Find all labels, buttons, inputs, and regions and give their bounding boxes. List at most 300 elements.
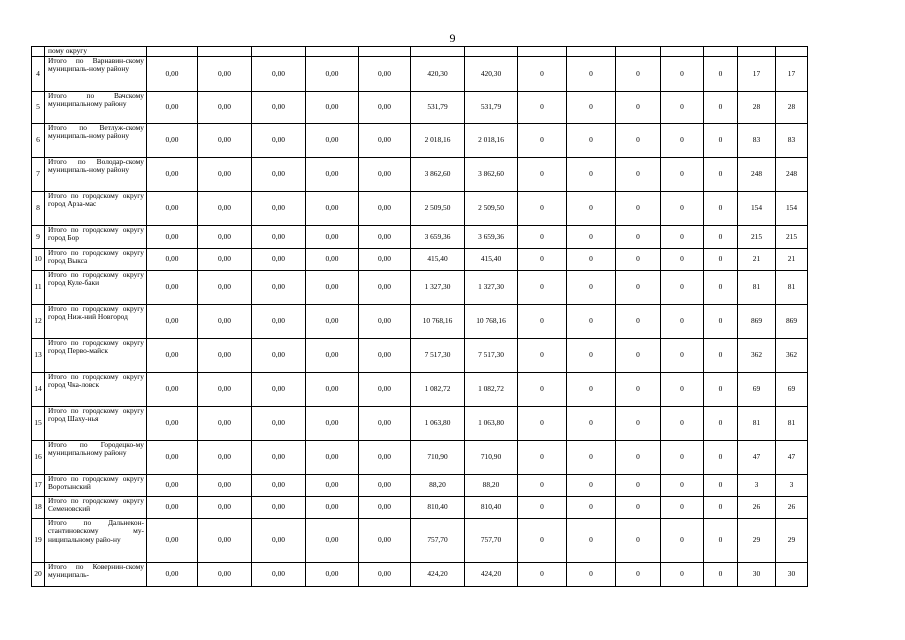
table-cell: 869 — [776, 305, 808, 339]
table-cell: 0 — [661, 373, 704, 407]
table-cell: 0,00 — [198, 271, 252, 305]
table-cell: 0 — [661, 226, 704, 249]
table-cell: 0,00 — [252, 373, 306, 407]
table-cell: 0 — [567, 497, 616, 519]
table-cell: 81 — [776, 271, 808, 305]
table-cell: 0 — [616, 92, 661, 124]
table-cell: 0,00 — [306, 407, 359, 441]
table-cell: 0 — [616, 124, 661, 158]
row-name: Итого по Вачскому муниципальному району — [45, 92, 147, 124]
row-number: 18 — [32, 497, 45, 519]
table-cell: 0,00 — [359, 441, 411, 475]
table-cell: 88,20 — [465, 475, 518, 497]
table-cell: 0 — [704, 563, 738, 587]
table-cell: 0 — [616, 158, 661, 192]
table-row — [32, 226, 808, 249]
table-row — [32, 441, 808, 475]
table-cell: 0,00 — [252, 249, 306, 271]
table-cell: 0 — [567, 305, 616, 339]
table-cell: 215 — [776, 226, 808, 249]
table-cell: 0 — [661, 271, 704, 305]
table-cell: 10 768,16 — [465, 305, 518, 339]
table-cell: 0 — [616, 249, 661, 271]
table-cell: 154 — [738, 192, 776, 226]
table-cell: 69 — [738, 373, 776, 407]
table-cell: 0 — [518, 226, 567, 249]
table-cell — [738, 47, 776, 57]
row-name: Итого по городскому округу город Арза-мас — [45, 192, 147, 226]
table-cell: 0 — [704, 192, 738, 226]
table-cell: 0 — [704, 249, 738, 271]
table-cell: 2 509,50 — [465, 192, 518, 226]
table-cell: 81 — [738, 407, 776, 441]
table-cell: 0,00 — [306, 92, 359, 124]
table-cell: 0,00 — [147, 407, 198, 441]
table-row — [32, 519, 808, 563]
table-cell: 0 — [616, 192, 661, 226]
table-cell: 2 018,16 — [465, 124, 518, 158]
table-cell: 248 — [738, 158, 776, 192]
table-cell: 0 — [661, 407, 704, 441]
table-cell: 0,00 — [198, 305, 252, 339]
table-cell: 757,70 — [411, 519, 465, 563]
table-cell: 0 — [661, 124, 704, 158]
table-row — [32, 92, 808, 124]
table-cell — [465, 47, 518, 57]
table-cell: 0 — [616, 271, 661, 305]
table-cell: 0,00 — [306, 441, 359, 475]
table-cell: 0 — [518, 158, 567, 192]
table-cell: 0,00 — [198, 124, 252, 158]
table-cell: 10 768,16 — [411, 305, 465, 339]
row-name: Итого по Дальнекон-стантиновскому му-ниципальному райо-ну — [45, 519, 147, 563]
table-cell: 0 — [518, 519, 567, 563]
table-cell: 0 — [704, 92, 738, 124]
row-number: 17 — [32, 475, 45, 497]
table-cell: 0 — [518, 249, 567, 271]
table-cell: 0 — [704, 497, 738, 519]
table-cell: 215 — [738, 226, 776, 249]
table-cell: 420,30 — [411, 57, 465, 92]
table-cell: 0,00 — [198, 407, 252, 441]
table-cell: 0 — [616, 519, 661, 563]
table-cell: 7 517,30 — [465, 339, 518, 373]
table-cell: 0,00 — [252, 192, 306, 226]
table-cell: 531,79 — [465, 92, 518, 124]
table-row — [32, 249, 808, 271]
table-cell: 0,00 — [252, 497, 306, 519]
row-name: Итого по городскому округу город Куле-баки — [45, 271, 147, 305]
table-cell: 3 659,36 — [411, 226, 465, 249]
table-cell — [306, 47, 359, 57]
table-cell: 0,00 — [359, 192, 411, 226]
table-cell: 0,00 — [198, 497, 252, 519]
table-cell: 0 — [616, 563, 661, 587]
table-cell: 0 — [567, 124, 616, 158]
table-cell: 83 — [738, 124, 776, 158]
table-cell: 0,00 — [198, 563, 252, 587]
table-cell: 0 — [661, 305, 704, 339]
table-cell: 30 — [738, 563, 776, 587]
table-cell: 1 063,80 — [411, 407, 465, 441]
table-cell: 0,00 — [359, 339, 411, 373]
table-cell: 0,00 — [359, 124, 411, 158]
table-cell: 0,00 — [359, 226, 411, 249]
row-name: Итого по городскому округу город Шаху-нья — [45, 407, 147, 441]
table-cell: 0 — [661, 249, 704, 271]
table-cell: 0,00 — [252, 226, 306, 249]
table-cell: 0,00 — [359, 92, 411, 124]
table-cell: 30 — [776, 563, 808, 587]
table-cell: 1 082,72 — [411, 373, 465, 407]
table-cell: 0,00 — [147, 475, 198, 497]
table-cell: 0,00 — [252, 519, 306, 563]
table-cell: 0,00 — [252, 475, 306, 497]
table-cell: 0 — [704, 158, 738, 192]
table-cell: 2 509,50 — [411, 192, 465, 226]
row-number: 8 — [32, 192, 45, 226]
table-cell: 0,00 — [359, 249, 411, 271]
table-cell: 0 — [567, 441, 616, 475]
table-cell: 0 — [616, 373, 661, 407]
table-cell: 81 — [738, 271, 776, 305]
table-cell — [616, 47, 661, 57]
table-cell: 0 — [518, 192, 567, 226]
table-cell: 0 — [518, 497, 567, 519]
table-cell: 0,00 — [252, 339, 306, 373]
table-cell: 0,00 — [252, 441, 306, 475]
page-number: 9 — [449, 31, 456, 45]
row-number: 19 — [32, 519, 45, 563]
table-cell: 0,00 — [252, 92, 306, 124]
table-cell: 47 — [776, 441, 808, 475]
table-cell: 0,00 — [252, 305, 306, 339]
row-name: Итого по городскому округу Воротынский — [45, 475, 147, 497]
table-cell: 0 — [567, 192, 616, 226]
table-cell: 88,20 — [411, 475, 465, 497]
table-cell: 0 — [567, 519, 616, 563]
table-cell: 0,00 — [252, 271, 306, 305]
row-number: 12 — [32, 305, 45, 339]
table-cell: 0 — [704, 475, 738, 497]
table-cell: 0,00 — [359, 57, 411, 92]
table-cell — [252, 47, 306, 57]
table-cell: 0 — [661, 441, 704, 475]
table-cell: 0,00 — [359, 497, 411, 519]
table-cell — [198, 47, 252, 57]
table-cell: 810,40 — [411, 497, 465, 519]
table-cell: 0,00 — [306, 497, 359, 519]
table-cell: 1 327,30 — [465, 271, 518, 305]
table-cell — [776, 47, 808, 57]
table-cell: 0,00 — [359, 158, 411, 192]
row-name: Итого по Городецко-му муниципальному району — [45, 441, 147, 475]
table-cell: 0,00 — [306, 249, 359, 271]
row-number: 13 — [32, 339, 45, 373]
table-cell: 26 — [776, 497, 808, 519]
table-body — [32, 47, 808, 587]
table-row — [32, 339, 808, 373]
row-name: Итого по городскому округу город Чка-ловск — [45, 373, 147, 407]
table-cell: 810,40 — [465, 497, 518, 519]
table-cell: 0 — [616, 497, 661, 519]
table-row — [32, 373, 808, 407]
table-cell: 0,00 — [198, 249, 252, 271]
table-cell: 0,00 — [306, 124, 359, 158]
table-cell: 0,00 — [306, 158, 359, 192]
table-cell: 0 — [704, 57, 738, 92]
table-cell: 0 — [661, 475, 704, 497]
table-cell: 0,00 — [147, 124, 198, 158]
table-cell: 0,00 — [147, 519, 198, 563]
table-cell: 0,00 — [147, 373, 198, 407]
table-cell: 29 — [738, 519, 776, 563]
table-cell: 0,00 — [306, 373, 359, 407]
table-cell: 0,00 — [252, 407, 306, 441]
table-cell: 0 — [518, 92, 567, 124]
row-name: Итого по городскому округу город Выкса — [45, 249, 147, 271]
table-cell: 0,00 — [359, 407, 411, 441]
table-cell: 154 — [776, 192, 808, 226]
table-cell: 0,00 — [198, 339, 252, 373]
table-cell: 0,00 — [306, 519, 359, 563]
table-cell: 0 — [567, 475, 616, 497]
table-cell: 0 — [518, 124, 567, 158]
table-cell: 0 — [616, 57, 661, 92]
table-row — [32, 158, 808, 192]
table-cell: 0 — [518, 57, 567, 92]
table-cell: 0 — [518, 373, 567, 407]
table-cell: 7 517,30 — [411, 339, 465, 373]
table-cell: 0,00 — [147, 441, 198, 475]
table-cell: 0 — [518, 441, 567, 475]
table-cell: 0,00 — [198, 441, 252, 475]
row-number: 15 — [32, 407, 45, 441]
table-row — [32, 47, 808, 57]
table-cell: 0 — [704, 124, 738, 158]
table-cell: 0 — [704, 339, 738, 373]
table-cell: 0,00 — [252, 563, 306, 587]
table-cell — [147, 47, 198, 57]
table-cell: 28 — [776, 92, 808, 124]
table-cell: 415,40 — [465, 249, 518, 271]
table-row — [32, 57, 808, 92]
table-cell — [567, 47, 616, 57]
table-cell: 420,30 — [465, 57, 518, 92]
row-name: Итого по Володар-скому муниципаль-ному району — [45, 158, 147, 192]
table-cell: 0 — [704, 407, 738, 441]
table-cell: 0 — [567, 563, 616, 587]
table-cell: 0 — [518, 407, 567, 441]
row-name: Итого по Варнавин-скому муниципаль-ному району — [45, 57, 147, 92]
table-cell: 0 — [704, 305, 738, 339]
table-cell: 0 — [567, 407, 616, 441]
table-cell: 0,00 — [359, 305, 411, 339]
table-cell: 26 — [738, 497, 776, 519]
table-cell: 0 — [661, 497, 704, 519]
table-cell: 0 — [518, 271, 567, 305]
table-cell: 0 — [616, 407, 661, 441]
table-cell: 1 063,80 — [465, 407, 518, 441]
table-cell: 0,00 — [198, 475, 252, 497]
table-cell — [359, 47, 411, 57]
table-cell: 0 — [616, 339, 661, 373]
table-cell: 0,00 — [198, 158, 252, 192]
table-cell: 0 — [616, 305, 661, 339]
table-cell: 0,00 — [306, 339, 359, 373]
table-cell: 0,00 — [252, 158, 306, 192]
table-cell: 17 — [776, 57, 808, 92]
table-cell: 0,00 — [198, 226, 252, 249]
table-cell: 531,79 — [411, 92, 465, 124]
row-number: 16 — [32, 441, 45, 475]
table-cell: 0,00 — [147, 57, 198, 92]
table-cell: 0 — [661, 563, 704, 587]
table-row — [32, 475, 808, 497]
table-cell: 0 — [518, 339, 567, 373]
table-cell: 362 — [776, 339, 808, 373]
table-cell: 0 — [518, 475, 567, 497]
table-cell: 0 — [661, 158, 704, 192]
row-name: Итого по Ветлуж-скому муниципаль-ному району — [45, 124, 147, 158]
table-cell: 0,00 — [147, 158, 198, 192]
table-cell: 0,00 — [306, 271, 359, 305]
table-cell: 0 — [616, 226, 661, 249]
table-cell: 3 — [738, 475, 776, 497]
table-cell: 3 862,60 — [411, 158, 465, 192]
table-cell: 0,00 — [147, 271, 198, 305]
table-cell: 21 — [776, 249, 808, 271]
table-cell: 0,00 — [252, 124, 306, 158]
table-cell: 0 — [661, 57, 704, 92]
table-cell: 0,00 — [359, 519, 411, 563]
table-cell: 0,00 — [359, 475, 411, 497]
table-cell: 0,00 — [306, 305, 359, 339]
table-cell: 0,00 — [147, 226, 198, 249]
table-cell: 3 — [776, 475, 808, 497]
table-cell: 0,00 — [359, 373, 411, 407]
table-cell: 0 — [567, 158, 616, 192]
row-number: 6 — [32, 124, 45, 158]
table-cell: 17 — [738, 57, 776, 92]
row-name: Итого по городскому округу город Ниж-ний Новгород — [45, 305, 147, 339]
row-name: Итого по городскому округу город Бор — [45, 226, 147, 249]
table-cell: 248 — [776, 158, 808, 192]
row-number: 10 — [32, 249, 45, 271]
table-cell: 0,00 — [359, 271, 411, 305]
table-cell — [518, 47, 567, 57]
table-cell: 0 — [661, 192, 704, 226]
table-row — [32, 271, 808, 305]
table-cell: 1 327,30 — [411, 271, 465, 305]
table-cell: 0 — [704, 519, 738, 563]
table-cell: 0,00 — [198, 92, 252, 124]
table-cell: 81 — [776, 407, 808, 441]
row-number: 9 — [32, 226, 45, 249]
table-cell: 0 — [704, 226, 738, 249]
table-cell: 0 — [661, 92, 704, 124]
table-cell: 0 — [704, 373, 738, 407]
table-cell: 0 — [661, 339, 704, 373]
table-cell: 0,00 — [147, 339, 198, 373]
row-number — [32, 47, 45, 57]
table-cell: 0,00 — [306, 192, 359, 226]
table-cell: 0,00 — [306, 563, 359, 587]
table-row — [32, 192, 808, 226]
table-cell — [411, 47, 465, 57]
table-cell: 0,00 — [147, 192, 198, 226]
table-cell: 1 082,72 — [465, 373, 518, 407]
table-cell: 3 659,36 — [465, 226, 518, 249]
table-cell: 424,20 — [411, 563, 465, 587]
table-cell: 0 — [616, 475, 661, 497]
table-cell: 0 — [567, 226, 616, 249]
table-cell: 0 — [616, 441, 661, 475]
table-row — [32, 497, 808, 519]
table-cell — [704, 47, 738, 57]
row-number: 5 — [32, 92, 45, 124]
table-cell: 0 — [567, 271, 616, 305]
table-cell: 424,20 — [465, 563, 518, 587]
table-cell: 362 — [738, 339, 776, 373]
table-cell: 0,00 — [198, 519, 252, 563]
table-cell: 0,00 — [306, 475, 359, 497]
table-cell: 0,00 — [198, 57, 252, 92]
table-cell: 2 018,16 — [411, 124, 465, 158]
table-cell: 710,90 — [465, 441, 518, 475]
table-cell: 757,70 — [465, 519, 518, 563]
row-name: Итого по городскому округу Семеновский — [45, 497, 147, 519]
table-cell: 28 — [738, 92, 776, 124]
table-cell: 0 — [567, 57, 616, 92]
row-name: пому округу — [45, 47, 147, 57]
table-cell: 3 862,60 — [465, 158, 518, 192]
table-cell: 29 — [776, 519, 808, 563]
table-cell: 0 — [704, 441, 738, 475]
row-number: 7 — [32, 158, 45, 192]
table-row — [32, 305, 808, 339]
table-cell: 0,00 — [306, 226, 359, 249]
table-cell: 0 — [567, 339, 616, 373]
table-cell: 47 — [738, 441, 776, 475]
row-number: 11 — [32, 271, 45, 305]
table-cell: 0 — [704, 271, 738, 305]
row-name: Итого по городскому округу город Перво-майск — [45, 339, 147, 373]
table-cell: 710,90 — [411, 441, 465, 475]
table-cell: 0 — [661, 519, 704, 563]
table-cell: 0,00 — [147, 92, 198, 124]
table-cell: 0,00 — [198, 192, 252, 226]
table-cell: 21 — [738, 249, 776, 271]
table-cell: 0,00 — [198, 373, 252, 407]
table-cell: 0,00 — [147, 305, 198, 339]
table-cell: 0,00 — [306, 57, 359, 92]
table-cell: 0,00 — [252, 57, 306, 92]
table-cell: 69 — [776, 373, 808, 407]
data-table — [31, 46, 808, 587]
table-cell: 415,40 — [411, 249, 465, 271]
table-cell: 0,00 — [147, 497, 198, 519]
table-cell: 0,00 — [359, 563, 411, 587]
table-cell: 83 — [776, 124, 808, 158]
row-number: 20 — [32, 563, 45, 587]
table-row — [32, 563, 808, 587]
table-cell: 0 — [567, 249, 616, 271]
table-cell: 0 — [518, 305, 567, 339]
table-cell: 869 — [738, 305, 776, 339]
row-name: Итого по Ковернин-скому муниципаль- — [45, 563, 147, 587]
table-cell: 0,00 — [147, 563, 198, 587]
